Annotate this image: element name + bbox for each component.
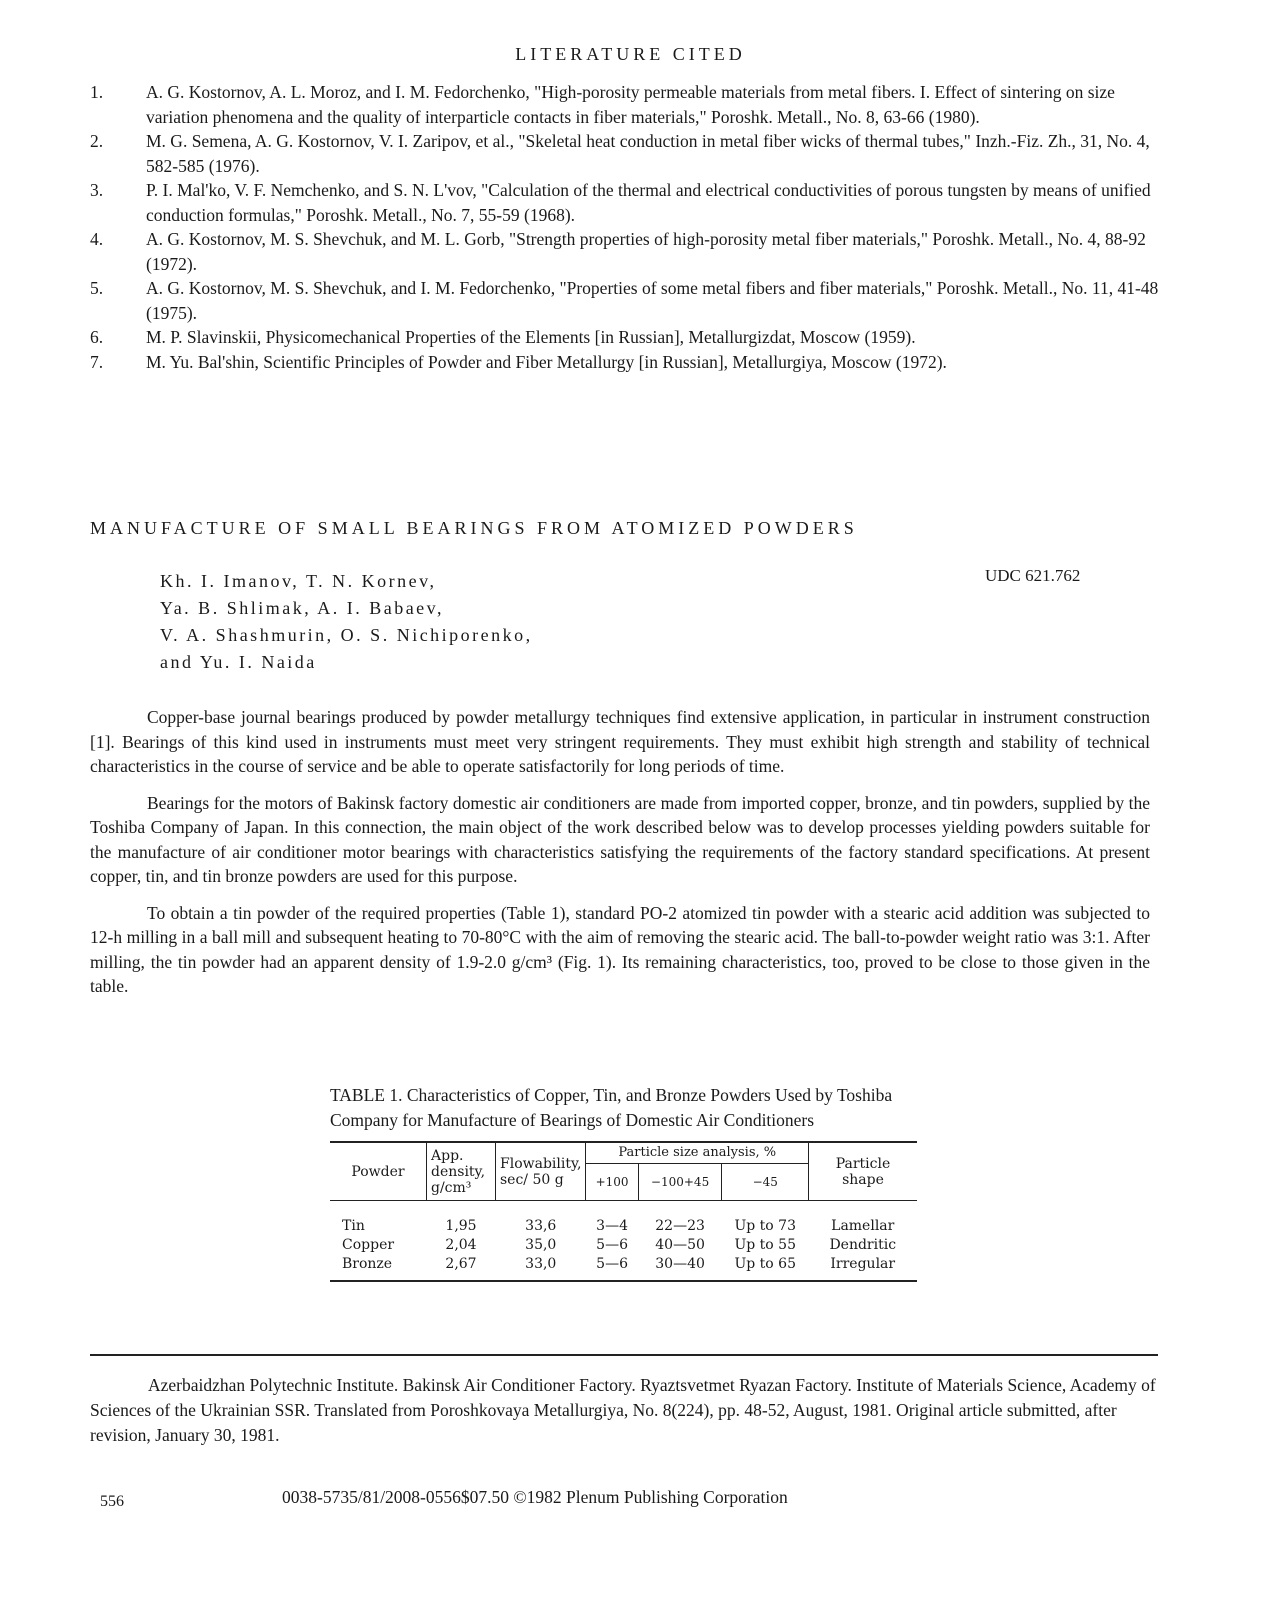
cell-shape: Dendritic (829, 1237, 897, 1253)
cell-powder: Copper (342, 1237, 395, 1253)
cell-shape: Irregular (809, 1255, 918, 1281)
reference-item (90, 350, 1170, 375)
cell-flow: 35,0 (525, 1237, 557, 1253)
cell-minus100-plus45: 40—50 (655, 1237, 705, 1253)
cell-density: 2,04 (445, 1237, 477, 1253)
table-row (330, 1201, 917, 1237)
cell-density: 2,67 (427, 1255, 496, 1281)
reference-text: A. G. Kostornov, A. L. Moroz, and I. M. Fedorchenko, "High-porosity permeable materials from metal fibers. I. Effect of sintering on size variation phenomena and the quality of interparticle contacts in fiber materials," Poroshk. Metall., No. 8, 63-66 (1980). (146, 82, 1115, 127)
reference-number: 4. (90, 229, 104, 249)
reference-number: 6. (90, 327, 104, 347)
cell-plus100: 5—6 (586, 1255, 638, 1281)
reference-item (90, 276, 1170, 325)
reference-text: A. G. Kostornov, M. S. Shevchuk, and M. L. Gorb, "Strength properties of high-porosity metal fiber materials," Poroshk. Metall., No. 4, 88-92 (1972). (146, 229, 1146, 274)
reference-item (90, 80, 1170, 129)
author-line: V. A. Shashmurin, O. S. Nichiporenko, (160, 625, 533, 645)
footnote-divider (90, 1354, 1158, 1356)
body-paragraph: Copper-base journal bearings produced by powder metallurgy techniques find extensive application, in particular in instrument construction [1]. Bearings of this kind used in instruments must meet very stringent requirements. They must exhibit high strength and stability of technical characteristics in the course of service and be able to operate satisfactorily for long periods of time. (90, 707, 1150, 776)
author-line: Kh. I. Imanov, T. N. Kornev, (160, 571, 437, 591)
author-list (160, 568, 533, 676)
cell-minus45: Up to 55 (734, 1237, 796, 1253)
body-paragraph: To obtain a tin powder of the required properties (Table 1), standard PO-2 atomized tin powder with a stearic acid addition was subjected to 12-h milling in a ball mill and subsequent heating to 70-80°C with the aim of removing the stearic acid. The ball-to-powder weight ratio was 3:1. After milling, the tin powder had an apparent density of 1.9-2.0 g/cm³ (Fig. 1). Its remaining characteristics, too, proved to be close to those given in the table. (90, 902, 1150, 996)
reference-number: 1. (90, 82, 104, 102)
table-row (330, 1236, 917, 1255)
reference-number: 3. (90, 180, 104, 200)
cell-powder: Bronze (330, 1255, 427, 1281)
cell-powder: Tin (342, 1218, 365, 1234)
udc-code: UDC 621.762 (985, 566, 1081, 585)
reference-text: A. G. Kostornov, M. S. Shevchuk, and I. M. Fedorchenko, "Properties of some metal fibers and fiber materials," Poroshk. Metall., No. 11, 41-48 (1975). (146, 278, 1159, 323)
reference-item (90, 178, 1170, 227)
copyright-line: 0038-5735/81/2008-0556$07.50 ©1982 Plenum Publishing Corporation (282, 1487, 788, 1507)
table-caption: TABLE 1. Characteristics of Copper, Tin, and Bronze Powders Used by Toshiba Company for Manufacture of Bearings of Domestic Air Conditioners (330, 1085, 893, 1130)
table-row (330, 1255, 917, 1281)
reference-number: 7. (90, 351, 104, 372)
reference-item (90, 129, 1170, 178)
table-1 (330, 1083, 920, 1282)
col-header-shape: Particle shape (809, 1142, 918, 1201)
col-header-plus100: +100 (586, 1164, 638, 1201)
col-header-particle-size: Particle size analysis, % (586, 1142, 809, 1164)
characteristics-table (330, 1141, 917, 1282)
cell-minus45: Up to 65 (722, 1255, 809, 1281)
article-title: MANUFACTURE OF SMALL BEARINGS FROM ATOMIZED POWDERS (90, 518, 858, 538)
body-paragraph: Bearings for the motors of Bakinsk factory domestic air conditioners are made from imported copper, bronze, and tin powders, supplied by the Toshiba Company of Japan. In this connection, the main object of the work described below was to develop processes yielding powders suitable for the manufacture of air conditioner motor bearings with characteristics satisfying the requirements of the factory standard specifications. At present copper, tin, and tin bronze powders are used for this purpose. (90, 792, 1150, 886)
col-header-density: App. density, g/cm³ (427, 1142, 496, 1201)
cell-flow: 33,6 (525, 1218, 557, 1234)
reference-number: 5. (90, 278, 104, 298)
author-line: and Yu. I. Naida (160, 652, 317, 672)
cell-minus45: Up to 73 (734, 1218, 796, 1234)
cell-density: 1,95 (445, 1218, 477, 1234)
cell-flow: 33,0 (496, 1255, 586, 1281)
col-header-flowability: Flowability, sec/ 50 g (496, 1142, 586, 1201)
affiliation-footnote: Azerbaidzhan Polytechnic Institute. Bakinsk Air Conditioner Factory. Ryaztsvetmet Ryazan Factory. Institute of Materials Science, Academy of Sciences of the Ukrainian SSR. Translated from Poroshkovaya Metallurgiya, No. 8(224), pp. 48-52, August, 1981. Original article submitted, after revision, January 30, 1981. (90, 1375, 1156, 1445)
cell-shape: Lamellar (831, 1218, 895, 1234)
literature-heading: LITERATURE CITED (515, 44, 746, 64)
col-header-powder: Powder (330, 1142, 427, 1201)
author-line: Ya. B. Shlimak, A. I. Babaev, (160, 598, 444, 618)
references-list (90, 80, 1170, 374)
cell-plus100: 3—4 (596, 1218, 628, 1234)
reference-text: M. G. Semena, A. G. Kostornov, V. I. Zaripov, et al., "Skeletal heat conduction in metal fiber wicks of thermal tubes," Inzh.-Fiz. Zh., 31, No. 4, 582-585 (1976). (146, 131, 1150, 176)
col-header-minus45: −45 (722, 1164, 809, 1201)
reference-number: 2. (90, 131, 104, 151)
reference-text: M. Yu. Bal'shin, Scientific Principles of Powder and Fiber Metallurgy [in Russian], Metallurgiya, Moscow (1972). (146, 351, 947, 372)
cell-minus100-plus45: 22—23 (655, 1218, 705, 1234)
reference-item (90, 227, 1170, 276)
reference-item (90, 325, 1170, 350)
reference-text: P. I. Mal'ko, V. F. Nemchenko, and S. N. L'vov, "Calculation of the thermal and electrical conductivities of porous tungsten by means of unified conduction formulas," Poroshk. Metall., No. 7, 55-59 (1968). (146, 180, 1151, 225)
article-body (90, 705, 1150, 1011)
reference-text: M. P. Slavinskii, Physicomechanical Properties of the Elements [in Russian], Metallurgizdat, Moscow (1959). (146, 327, 916, 347)
cell-minus100-plus45: 30—40 (638, 1255, 722, 1281)
col-header-minus100-plus45: −100+45 (638, 1164, 722, 1201)
cell-plus100: 5—6 (596, 1237, 628, 1253)
page-number: 556 (100, 1493, 124, 1510)
